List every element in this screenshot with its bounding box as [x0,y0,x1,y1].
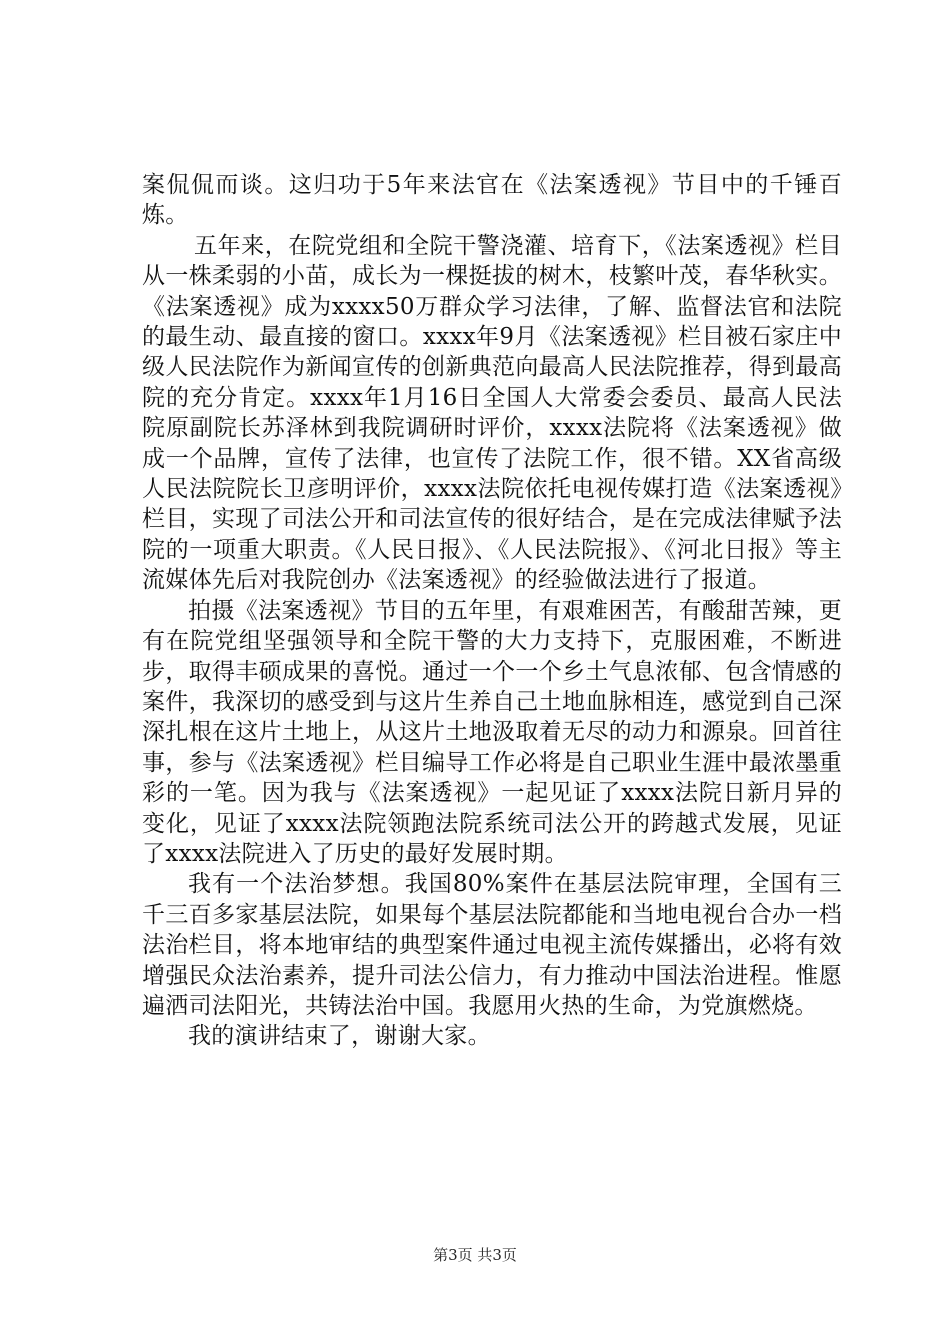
paragraph-rule-of-law-dream: 我有一个法治梦想。我国80%案件在基层法院审理，全国有三千三百多家基层法院，如果每个基层法院都能和当地电视台合办一档法治栏目，将本地审结的典型案件通过电视主流传媒播出，必将有效增强民众法治素养，提升司法公信力，有力推动中国法治进程。惟愿遍洒司法阳光，共铸法治中国。我愿用火热的生命，为党旗燃烧。 [142,871,842,1019]
paragraph-filming-experience: 拍摄《法案透视》节目的五年里，有艰难困苦，有酸甜苦辣，更有在院党组坚强领导和全院干警的大力支持下，克服困难，不断进步，取得丰硕成果的喜悦。通过一个一个乡土气息浓郁、包含情感的案件，我深切的感受到与这片生养自己土地血脉相连，感觉到自己深深扎根在这片土地上，从这片土地汲取着无尽的动力和源泉。回首往事，参与《法案透视》栏目编导工作必将是自己职业生涯中最浓墨重彩的一笔。因为我与《法案透视》一起见证了xxxx法院日新月异的变化，见证了xxxx法院领跑法院系统司法公开的跨越式发展，见证了xxxx法院进入了历史的最好发展时期。 [142,597,842,867]
document-body [142,170,842,1052]
page-number-footer: 第3页 共3页 [433,1246,517,1264]
paragraph-program-achievements: 五年来，在院党组和全院干警浇灌、培育下，《法案透视》栏目从一株柔弱的小苗，成长为一棵挺拔的树木，枝繁叶茂，春华秋实。《法案透视》成为xxxx50万群众学习法律，了解、监督法官和法院的最生动、最直接的窗口。xxxx年9月《法案透视》栏目被石家庄中级人民法院作为新闻宣传的创新典范向最高人民法院推荐，得到最高院的充分肯定。xxxx年1月16日全国人大常委会委员、最高人民法院原副院长苏泽林到我院调研时评价，xxxx法院将《法案透视》做成一个品牌，宣传了法律，也宣传了法院工作，很不错。XX省高级人民法院院长卫彦明评价，xxxx法院依托电视传媒打造《法案透视》栏目，实现了司法公开和司法宣传的很好结合，是在完成法律赋予法院的一项重大职责。《人民日报》、《人民法院报》、《河北日报》等主流媒体先后对我院创办《法案透视》的经验做法进行了报道。 [142,232,842,594]
paragraph-continuation: 案侃侃而谈。这归功于5年来法官在《法案透视》节目中的千锤百炼。 [142,172,842,229]
paragraph-closing: 我的演讲结束了，谢谢大家。 [188,1023,491,1050]
